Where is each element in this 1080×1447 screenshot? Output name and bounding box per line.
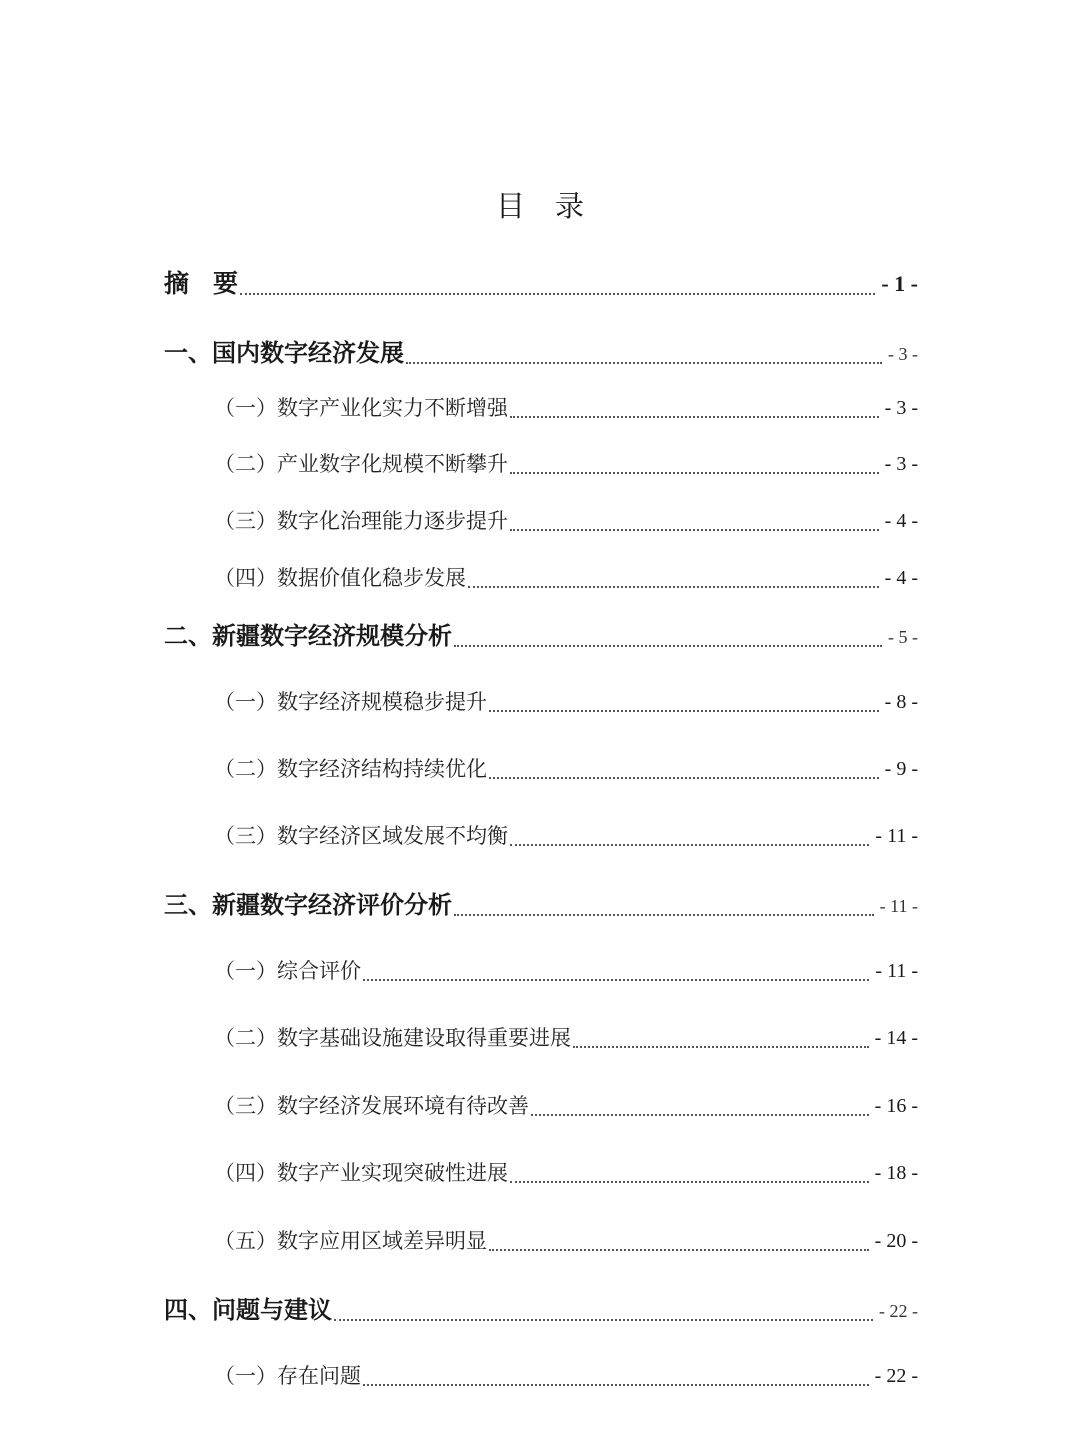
toc-entry-label: （四）数字产业实现突破性进展 — [214, 1161, 508, 1185]
toc-entry-label: （五）数字应用区域差异明显 — [214, 1229, 487, 1253]
toc-page-number: - 22 - — [874, 1365, 918, 1387]
title-char-2: 录 — [555, 189, 585, 223]
toc-entry-label: （二）产业数字化规模不断攀升 — [214, 452, 508, 476]
toc-entry-label: （一）数字产业化实力不断增强 — [214, 396, 508, 420]
toc-page-number: - 4 - — [884, 510, 918, 532]
toc-entry-label: （一）存在问题 — [214, 1364, 361, 1388]
toc-dot-leader — [240, 293, 875, 295]
toc-page-number: - 4 - — [884, 567, 918, 589]
toc-entry-label: （二）数字基础设施建设取得重要进展 — [214, 1026, 571, 1050]
toc-dot-leader — [510, 529, 879, 531]
toc-entry-label: （一）数字经济规模稳步提升 — [214, 690, 487, 714]
toc-entry-chapter-4[interactable] — [164, 1292, 918, 1328]
toc-dot-leader — [510, 416, 879, 418]
toc-page-number: - 5 - — [888, 627, 918, 647]
toc-dot-leader — [531, 1114, 869, 1116]
toc-dot-leader — [510, 844, 869, 846]
toc-entry-section[interactable] — [214, 955, 918, 987]
toc-dot-leader — [363, 979, 869, 981]
toc-entry-label: （一）综合评价 — [214, 959, 361, 983]
toc-page-number: - 11 - — [875, 825, 918, 847]
toc-entry-section[interactable] — [214, 820, 918, 852]
toc-page-number: - 1 - — [881, 271, 918, 296]
toc-entry-label: （三）数字化治理能力逐步提升 — [214, 509, 508, 533]
toc-entry-label: 一、国内数字经济发展 — [164, 339, 404, 367]
toc-entry-section[interactable] — [214, 753, 918, 785]
toc-dot-leader — [489, 710, 879, 712]
toc-dot-leader — [334, 1319, 873, 1321]
toc-entry-section[interactable] — [214, 392, 918, 424]
toc-dot-leader — [510, 1181, 869, 1183]
toc-entry-section[interactable] — [214, 448, 918, 480]
toc-page-number: - 16 - — [874, 1095, 918, 1117]
toc-dot-leader — [489, 777, 879, 779]
toc-entry-label: （二）数字经济结构持续优化 — [214, 757, 487, 781]
toc-entry-chapter-1[interactable] — [164, 335, 918, 371]
toc-dot-leader — [454, 645, 882, 647]
toc-entry-section[interactable] — [214, 686, 918, 718]
toc-page-number: - 18 - — [874, 1162, 918, 1184]
toc-page-number: - 11 - — [879, 896, 918, 916]
toc-dot-leader — [489, 1249, 869, 1251]
toc-entry-chapter-2[interactable] — [164, 618, 918, 654]
toc-entry-section[interactable] — [214, 1360, 918, 1392]
page-title — [0, 186, 1080, 226]
toc-entry-section[interactable] — [214, 1090, 918, 1122]
toc-entry-section[interactable] — [214, 562, 918, 594]
toc-page-number: - 22 - — [879, 1301, 918, 1321]
toc-page-number: - 14 - — [874, 1027, 918, 1049]
toc-dot-leader — [510, 472, 879, 474]
toc-entry-label: 三、新疆数字经济评价分析 — [164, 891, 452, 919]
toc-dot-leader — [363, 1384, 869, 1386]
toc-entry-label: （三）数字经济区域发展不均衡 — [214, 824, 508, 848]
toc-page-number: - 9 - — [884, 758, 918, 780]
toc-page-number: - 8 - — [884, 691, 918, 713]
toc-entry-chapter-3[interactable] — [164, 887, 918, 923]
toc-page-number: - 20 - — [874, 1230, 918, 1252]
toc-dot-leader — [406, 362, 882, 364]
toc-entry-section[interactable] — [214, 1157, 918, 1189]
toc-entry-label: 二、新疆数字经济规模分析 — [164, 622, 452, 650]
toc-page-number: - 3 - — [884, 397, 918, 419]
toc-entry-label: （四）数据价值化稳步发展 — [214, 566, 466, 590]
toc-entry-section[interactable] — [214, 1022, 918, 1054]
toc-entry-section[interactable] — [214, 505, 918, 537]
title-char-1: 目 — [495, 189, 525, 223]
toc-dot-leader — [573, 1046, 869, 1048]
toc-page-number: - 3 - — [884, 453, 918, 475]
toc-entry-abstract[interactable] — [164, 266, 918, 302]
toc-page-number: - 3 - — [888, 344, 918, 364]
toc-dot-leader — [454, 914, 874, 916]
toc-dot-leader — [468, 586, 879, 588]
toc-page-number: - 11 - — [875, 960, 918, 982]
toc-entry-label: 摘 要 — [164, 269, 239, 298]
toc-entry-section[interactable] — [214, 1225, 918, 1257]
toc-entry-label: 四、问题与建议 — [164, 1296, 332, 1324]
toc-entry-label: （三）数字经济发展环境有待改善 — [214, 1094, 529, 1118]
